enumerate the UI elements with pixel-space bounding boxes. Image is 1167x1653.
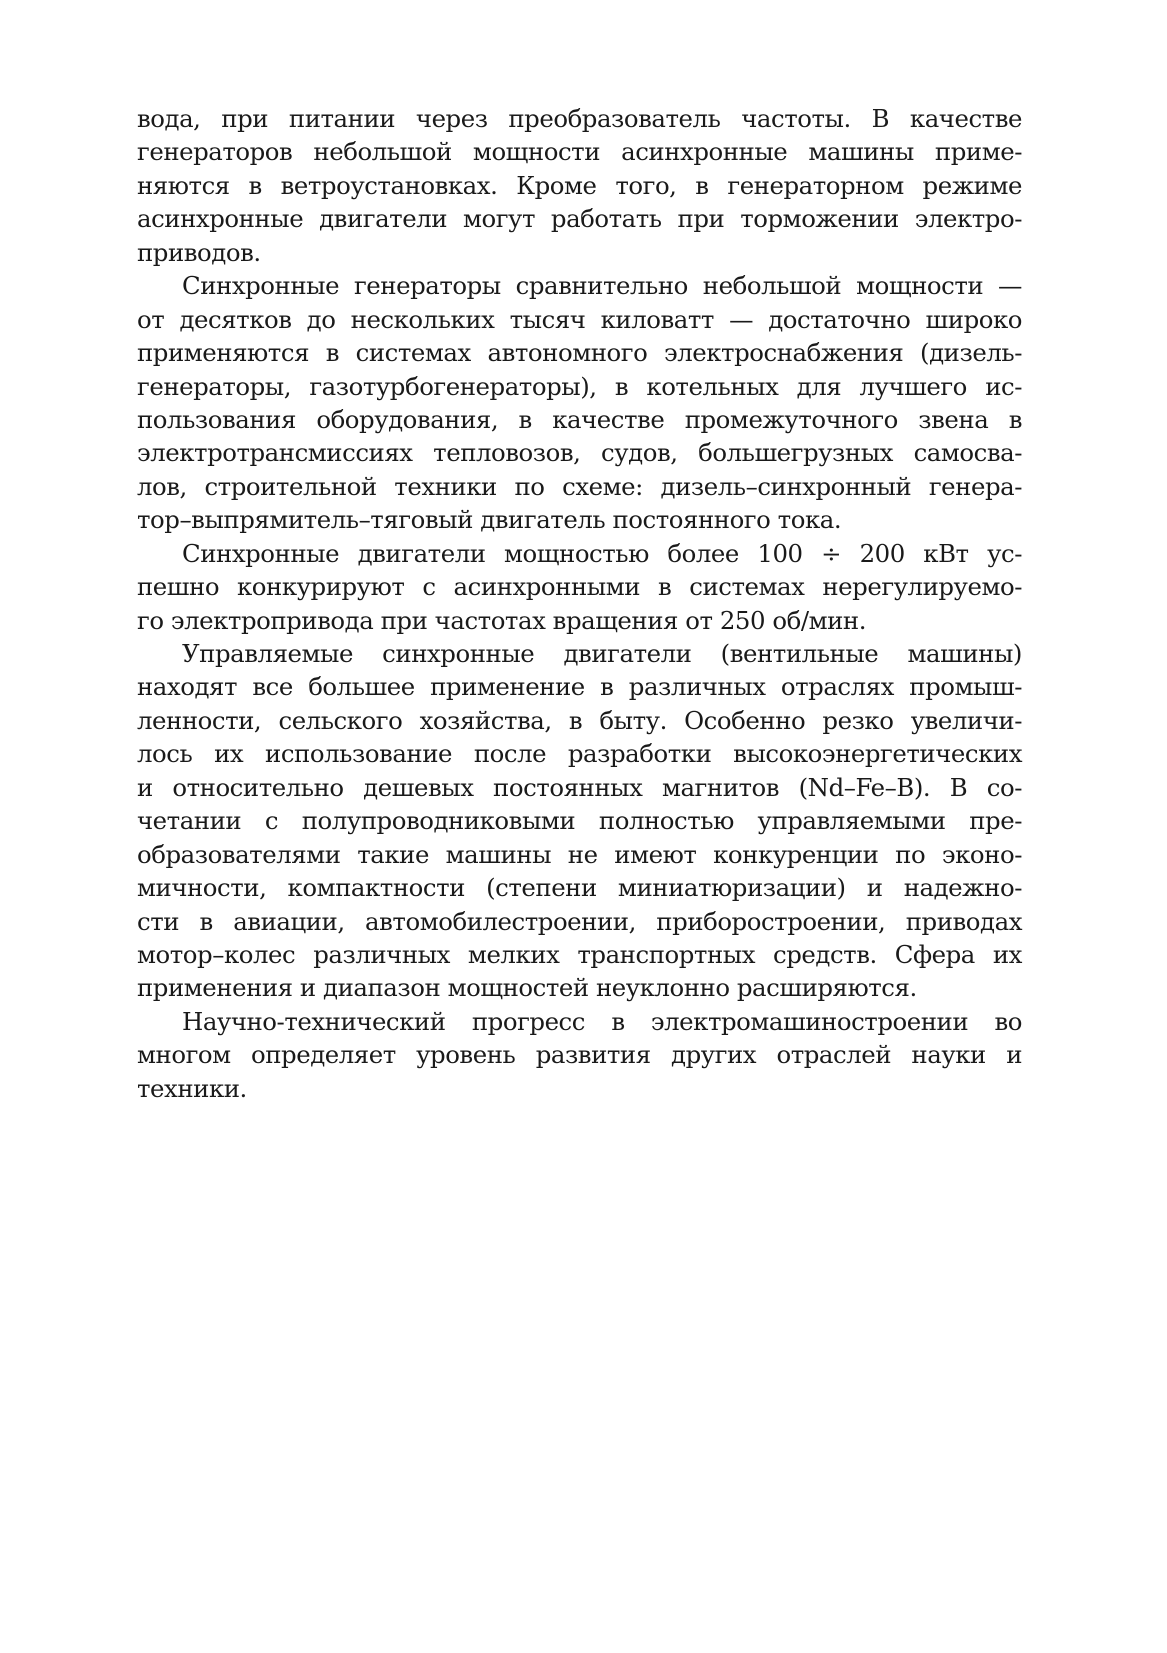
text-line: ленности, сельского хозяйства, в быту. Особенно резко увеличи- — [137, 705, 1022, 735]
text-line: мотор–колес различных мелких транспортных средств. Сфера их — [137, 939, 1022, 969]
text-line: сти в авиации, автомобилестроении, приборостроении, приводах — [137, 906, 1022, 936]
paragraph-1 — [137, 102, 1022, 269]
text-line: го электропривода при частотах вращения от 250 об/мин. — [137, 605, 867, 635]
text-line: пешно конкурируют с асинхронными в системах нерегулируемо- — [137, 572, 1022, 602]
text-line: и относительно дешевых постоянных магнитов (Nd–Fe–B). В со- — [137, 772, 1022, 802]
text-line: няются в ветроустановках. Кроме того, в генераторном режиме — [137, 170, 1022, 200]
text-line: Синхронные двигатели мощностью более 100 ÷ 200 кВт ус- — [182, 538, 1022, 568]
text-line: вода, при питании через преобразователь частоты. В качестве — [137, 104, 1022, 133]
paragraph-4 — [137, 637, 1022, 1005]
paragraph-5 — [137, 1005, 1022, 1105]
text-line: применяются в системах автономного электроснабжения (дизель- — [137, 338, 1022, 368]
text-line: многом определяет уровень развития других отраслей науки и — [137, 1040, 1022, 1070]
text-line: генераторы, газотурбогенераторы), в котельных для лучшего ис- — [137, 371, 1022, 401]
body-text — [137, 102, 1022, 1105]
text-line: от десятков до нескольких тысяч киловатт — достаточно широко — [137, 304, 1022, 334]
text-line: Управляемые синхронные двигатели (вентильные машины) — [182, 639, 1022, 668]
text-line: мичности, компактности (степени миниатюризации) и надежно- — [137, 873, 1022, 903]
paragraph-2 — [137, 269, 1022, 537]
text-line: лов, строительной техники по схеме: дизель–синхронный генера- — [137, 471, 1022, 501]
text-line: асинхронные двигатели могут работать при торможении электро- — [137, 204, 1022, 234]
text-line: четании с полупроводниковыми полностью управляемыми пре- — [137, 806, 1022, 836]
text-line: находят все большее применение в различных отраслях промыш- — [137, 672, 1022, 702]
text-line: приводов. — [137, 237, 261, 267]
text-line: лось их использование после разработки высокоэнергетических — [137, 739, 1022, 769]
text-line: тор–выпрямитель–тяговый двигатель постоянного тока. — [137, 505, 842, 535]
text-line: пользования оборудования, в качестве промежуточного звена в — [137, 404, 1022, 434]
text-line: электротрансмиссиях тепловозов, судов, большегрузных самосва- — [137, 438, 1022, 468]
text-line: техники. — [137, 1073, 247, 1103]
text-line: Синхронные генераторы сравнительно небольшой мощности — — [182, 271, 1022, 301]
paragraph-3 — [137, 537, 1022, 637]
text-line: образователями такие машины не имеют конкуренции по эконо- — [137, 839, 1022, 869]
text-line: Научно-технический прогресс в электромашиностроении во — [182, 1006, 1022, 1036]
text-line: генераторов небольшой мощности асинхронные машины приме- — [137, 137, 1022, 167]
text-line: применения и диапазон мощностей неуклонно расширяются. — [137, 973, 917, 1003]
